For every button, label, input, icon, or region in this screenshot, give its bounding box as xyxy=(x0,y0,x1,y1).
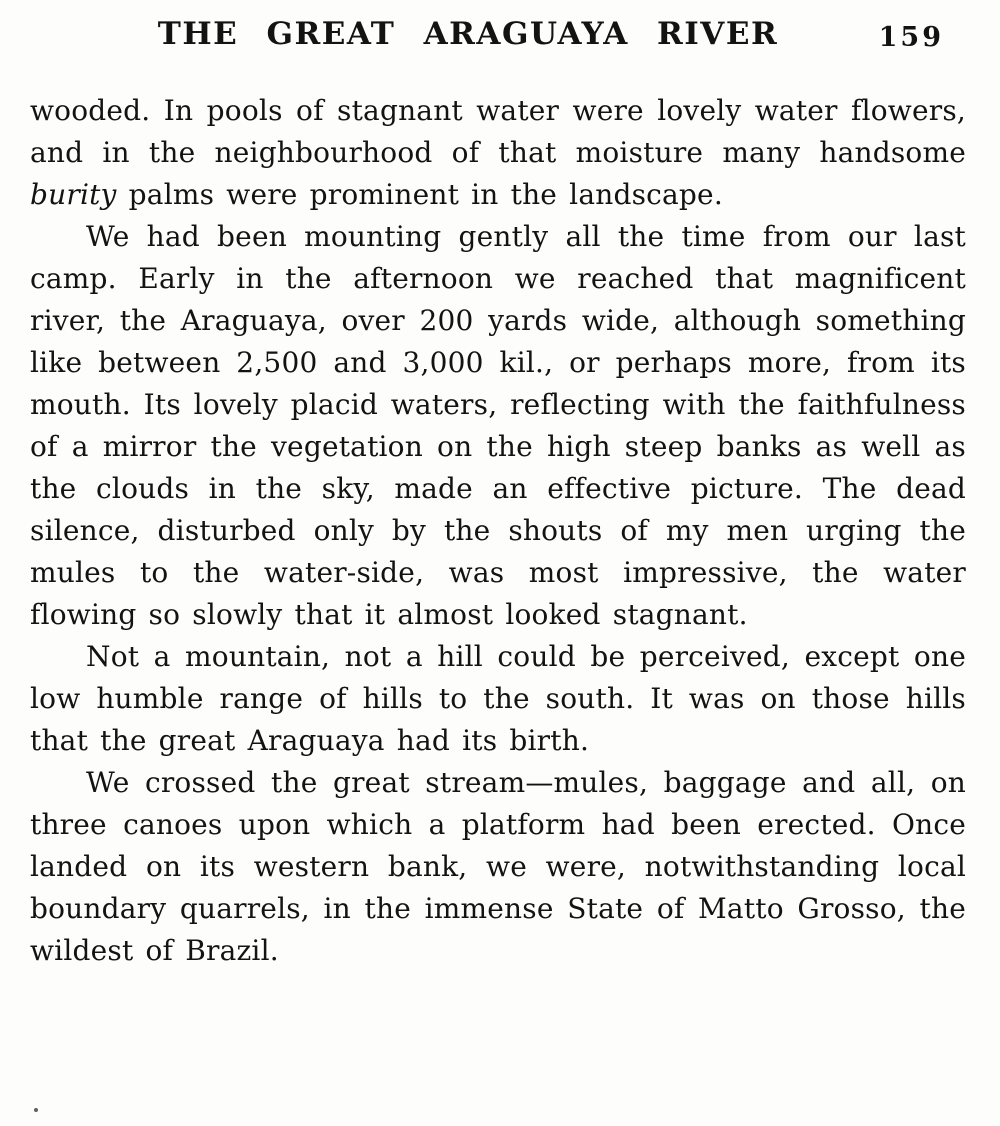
scan-artifact-dot xyxy=(34,1108,38,1112)
paragraph-1-text-cont: palms were prominent in the landscape. xyxy=(116,178,723,211)
page-body xyxy=(30,90,966,972)
paragraph-3: Not a mountain, not a hill could be perceived, except one low humble range of hills to the south. It was on those hills that the great Araguaya had its birth. xyxy=(30,640,966,757)
italic-term-burity: burity xyxy=(30,178,117,211)
paragraph-4: We crossed the great stream—mules, baggage and all, on three canoes upon which a platform had been erected. Once landed on its western bank, we were, notwithstanding local boundary quarrels, in the immense State of Matto Grosso, the wildest of Brazil. xyxy=(30,766,966,967)
page-header xyxy=(30,16,966,74)
running-title: THE GREAT ARAGUAYA RIVER xyxy=(157,16,779,52)
paragraph-2: We had been mounting gently all the time from our last camp. Early in the afternoon we reached that magnificent river, the Araguaya, over 200 yards wide, although something like between 2,500 and 3,000 kil., or perhaps more, from its mouth. Its lovely placid waters, reflecting with the faithfulness of a mirror the vegetation on the high steep banks as well as the clouds in the sky, made an effective picture. The dead silence, disturbed only by the shouts of my men urging the mules to the water-side, was most impressive, the water flowing so slowly that it almost looked stagnant. xyxy=(30,220,966,631)
paragraph-1 xyxy=(30,90,966,216)
paragraph-1-text: wooded. In pools of stagnant water were lovely water flowers, and in the neighbourhood of that moisture many handsome xyxy=(30,94,966,169)
page-number: 159 xyxy=(878,22,944,53)
